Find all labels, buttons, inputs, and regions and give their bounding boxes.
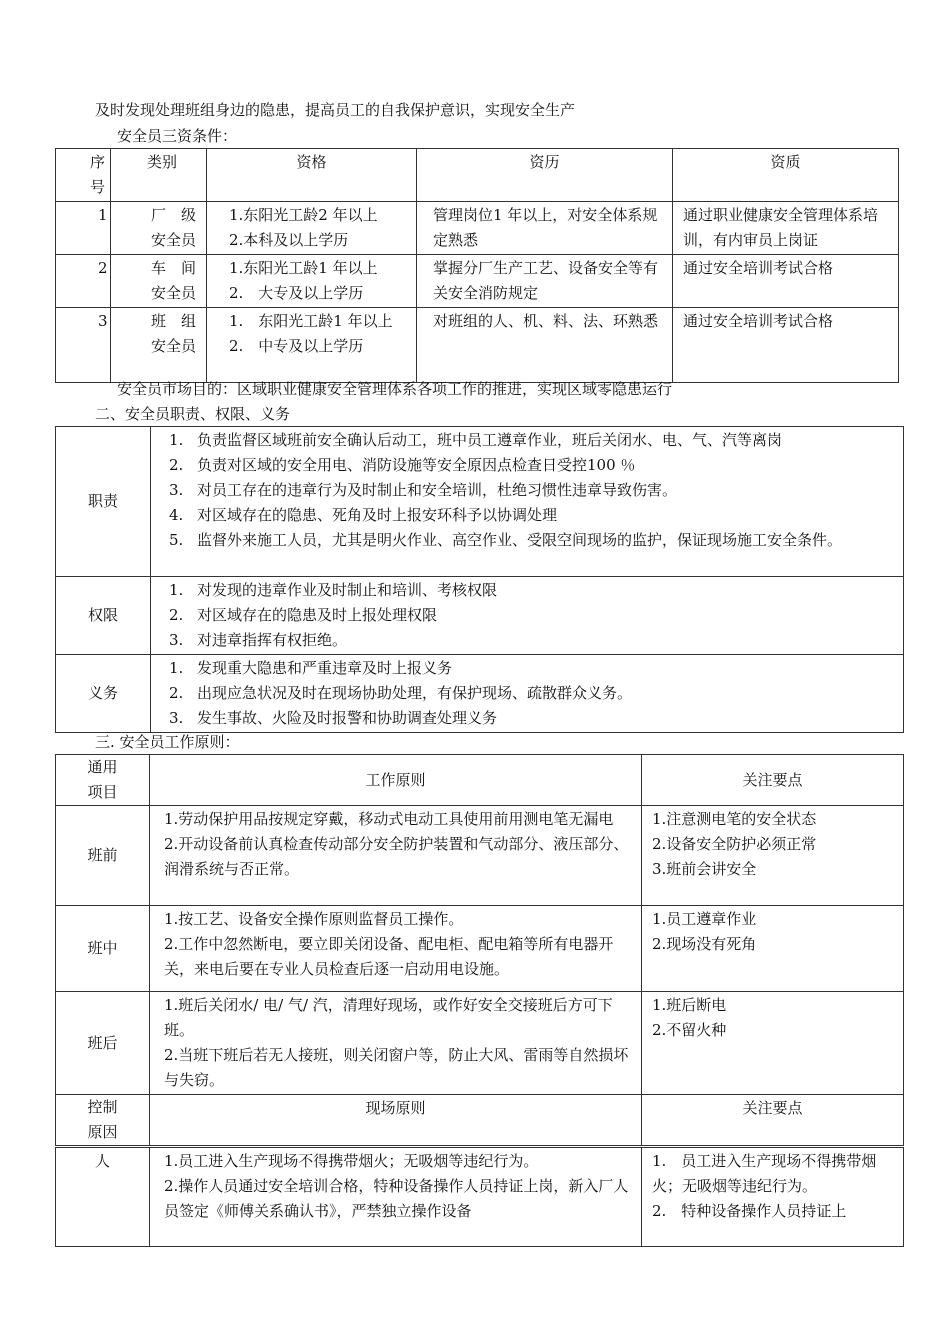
duty-label: 权限 xyxy=(56,577,151,655)
duty-label: 职责 xyxy=(56,427,151,577)
row-credential: 通过安全培训考试合格 xyxy=(673,255,899,308)
row-points xyxy=(642,992,904,1095)
list-item: 1. 发现重大隐患和严重违章及时上报义务 xyxy=(169,659,453,677)
principles-table xyxy=(55,754,904,1247)
row-type: 车 间安全员 xyxy=(111,255,207,308)
duty-items xyxy=(151,427,904,577)
header-experience: 资历 xyxy=(417,149,673,202)
row-credential: 通过职业健康安全管理体系培训，有内审员上岗证 xyxy=(673,202,899,255)
duties-table xyxy=(55,426,904,733)
row-points xyxy=(642,806,904,906)
row-type: 班 组安全员 xyxy=(111,308,207,383)
principle-line: 1.按工艺、设备安全操作原则监督员工操作。 xyxy=(164,910,464,928)
header-focus-points-2: 关注要点 xyxy=(642,1095,904,1147)
row-principles xyxy=(150,906,642,992)
point-line: 2. 特种设备操作人员持证上 xyxy=(652,1202,847,1220)
principle-line: 2.开动设备前认真检查传动部分安全防护装置和气动部分、液压部分、润滑系统与否正常。 xyxy=(164,835,629,878)
duty-items xyxy=(151,577,904,655)
point-line: 2.现场没有死角 xyxy=(652,935,757,953)
qualification-line: 1. 东阳光工龄1 年以上 xyxy=(229,312,393,330)
table-row xyxy=(56,806,904,906)
list-item: 2. 对区域存在的隐患及时上报处理权限 xyxy=(169,606,438,624)
table-row xyxy=(56,202,899,255)
row-experience: 掌握分厂生产工艺、设备安全等有关安全消防规定 xyxy=(417,255,673,308)
row-experience: 对班组的人、机、料、法、环熟悉 xyxy=(417,308,673,383)
row-no: 1 xyxy=(56,202,111,255)
principle-line: 1.劳动保护用品按规定穿戴，移动式电动工具使用前用测电笔无漏电 xyxy=(164,810,614,828)
qualification-line: 2.本科及以上学历 xyxy=(229,231,349,249)
purpose-line: 安全员市场目的：区域职业健康安全管理体系各项工作的推进，实现区域零隐患运行 xyxy=(117,380,673,398)
table-row xyxy=(56,255,899,308)
principle-line: 2.当班下班后若无人接班，则关闭窗户等，防止大风、雷雨等自然损坏与失窃。 xyxy=(164,1046,629,1089)
header-site-principle: 现场原则 xyxy=(150,1095,642,1147)
point-line: 1.班后断电 xyxy=(652,996,727,1014)
point-line: 2.设备安全防护必须正常 xyxy=(652,835,817,853)
principle-line: 1.班后关闭水/ 电/ 气/ 汽，清理好现场，或作好安全交接班后方可下班。 xyxy=(164,996,613,1039)
row-qualification xyxy=(207,308,417,383)
row-no: 3 xyxy=(56,308,111,383)
list-item: 3. 对违章指挥有权拒绝。 xyxy=(169,631,348,649)
table-row xyxy=(56,906,904,992)
duty-items xyxy=(151,655,904,733)
header-focus-points: 关注要点 xyxy=(642,755,904,806)
row-points xyxy=(642,1147,904,1247)
qual-caption: 安全员三资条件： xyxy=(117,127,238,145)
list-item: 4. 对区域存在的隐患、死角及时上报安环科予以协调处理 xyxy=(169,506,558,524)
table-row xyxy=(56,1147,904,1247)
section2-title: 二、安全员职责、权限、义务 xyxy=(95,405,291,423)
row-points xyxy=(642,906,904,992)
header-qualification: 资格 xyxy=(207,149,417,202)
list-item: 5. 监督外来施工人员，尤其是明火作业、高空作业、受限空间现场的监护，保证现场施工安全条件。 xyxy=(169,531,843,549)
principle-line: 2.操作人员通过安全培训合格，特种设备操作人员持证上岗，新入厂人员签定《师傅关系确认书》，严禁独立操作设备 xyxy=(164,1177,629,1220)
header-control-reason: 控制原因 xyxy=(56,1095,150,1147)
duty-label: 义务 xyxy=(56,655,151,733)
row-no: 2 xyxy=(56,255,111,308)
row-qualification xyxy=(207,202,417,255)
row-label: 班中 xyxy=(56,906,150,992)
principle-line: 1.员工进入生产现场不得携带烟火；无吸烟等违纪行为。 xyxy=(164,1152,539,1170)
list-item: 1. 对发现的违章作业及时制止和培训、考核权限 xyxy=(169,581,498,599)
point-line: 1.注意测电笔的安全状态 xyxy=(652,810,817,828)
table-row xyxy=(56,992,904,1095)
qualification-line: 2. 大专及以上学历 xyxy=(229,284,364,302)
qualification-line: 2. 中专及以上学历 xyxy=(229,337,364,355)
qualification-line: 1.东阳光工龄1 年以上 xyxy=(229,259,378,277)
header-general-item: 通用项目 xyxy=(56,755,150,806)
qualification-line: 1.东阳光工龄2 年以上 xyxy=(229,206,378,224)
row-qualification xyxy=(207,255,417,308)
header-type: 类别 xyxy=(111,149,207,202)
section3-title: 三. 安全员工作原则： xyxy=(95,733,240,751)
list-item: 2. 出现应急状况及时在现场协助处理，有保护现场、疏散群众义务。 xyxy=(169,684,633,702)
point-line: 1. 员工进入生产现场不得携带烟火；无吸烟等违纪行为。 xyxy=(652,1152,877,1195)
header-work-principle: 工作原则 xyxy=(150,755,642,806)
list-item: 3. 发生事故、火险及时报警和协助调查处理义务 xyxy=(169,709,498,727)
point-line: 2.不留火种 xyxy=(652,1021,727,1039)
header-credential: 资质 xyxy=(673,149,899,202)
table-row xyxy=(56,308,899,383)
row-credential: 通过安全培训考试合格 xyxy=(673,308,899,383)
list-item: 2. 负责对区域的安全用电、消防设施等安全原因点检查日受控100 ％ xyxy=(169,456,636,474)
header-no: 序号 xyxy=(56,149,111,202)
row-experience: 管理岗位1 年以上，对安全体系规定熟悉 xyxy=(417,202,673,255)
row-principles xyxy=(150,992,642,1095)
row-principles xyxy=(150,1147,642,1247)
row-label: 班后 xyxy=(56,992,150,1095)
principle-line: 2.工作中忽然断电，要立即关闭设备、配电柜、配电箱等所有电器开关，来电后要在专业人员检查后逐一启动用电设施。 xyxy=(164,935,614,978)
point-line: 1.员工遵章作业 xyxy=(652,910,757,928)
row-principles xyxy=(150,806,642,906)
row-label: 班前 xyxy=(56,806,150,906)
list-item: 1. 负责监督区域班前安全确认后动工，班中员工遵章作业，班后关闭水、电、气、汽等离岗 xyxy=(169,431,783,449)
intro-line: 及时发现处理班组身边的隐患，提高员工的自我保护意识，实现安全生产 xyxy=(95,101,576,119)
row-label: 人 xyxy=(56,1147,150,1247)
point-line: 3.班前会讲安全 xyxy=(652,860,757,878)
row-type: 厂 级安全员 xyxy=(111,202,207,255)
list-item: 3. 对员工存在的违章行为及时制止和安全培训，杜绝习惯性违章导致伤害。 xyxy=(169,481,678,499)
qualification-table xyxy=(55,148,899,383)
